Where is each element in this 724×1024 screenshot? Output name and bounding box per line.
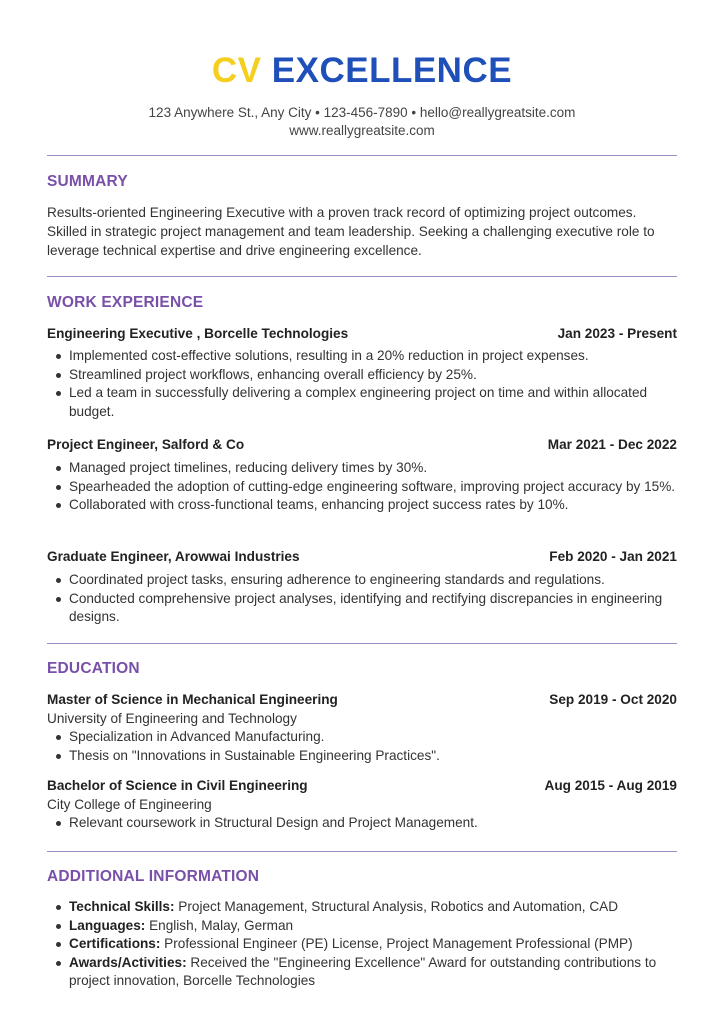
item-label: Certifications: <box>69 936 161 951</box>
divider <box>47 851 677 852</box>
item-label: Technical Skills: <box>69 899 175 914</box>
bullet-item: Relevant coursework in Structural Design and Project Management. <box>47 814 677 833</box>
job-dates: Feb 2020 - Jan 2021 <box>549 549 677 564</box>
job-dates: Mar 2021 - Dec 2022 <box>547 437 677 452</box>
additional-item-certifications <box>47 935 677 954</box>
item-text: English, Malay, German <box>145 917 294 933</box>
job-title: Engineering Executive , Borcelle Technologies <box>47 326 349 341</box>
work-experience-heading: WORK EXPERIENCE <box>47 294 204 311</box>
school-name: University of Engineering and Technology <box>47 711 297 726</box>
bullet-item: Streamlined project workflows, enhancing overall efficiency by 25%. <box>47 366 677 385</box>
degree-title: Bachelor of Science in Civil Engineering <box>47 778 308 793</box>
bullet-item: Thesis on "Innovations in Sustainable Engineering Practices". <box>47 747 677 766</box>
bullet-item: Managed project timelines, reducing delivery times by 30%. <box>47 459 677 478</box>
job-header <box>47 435 677 454</box>
job-bullets <box>47 347 677 421</box>
divider <box>47 155 677 156</box>
divider <box>47 643 677 644</box>
title-cv: CV <box>211 51 262 90</box>
bullet-item: Implemented cost-effective solutions, resulting in a 20% reduction in project expenses. <box>47 347 677 366</box>
contact-line: 123 Anywhere St., Any City • 123-456-7890 • hello@reallygreatsite.com <box>148 105 576 120</box>
summary-heading: SUMMARY <box>47 173 128 190</box>
job-header <box>47 324 677 343</box>
resume-title <box>47 50 677 92</box>
bullet-item: Coordinated project tasks, ensuring adherence to engineering standards and regulations. <box>47 571 677 590</box>
education-dates: Sep 2019 - Oct 2020 <box>549 692 677 707</box>
job-title: Graduate Engineer, Arowwai Industries <box>47 549 300 564</box>
education-header <box>47 690 677 709</box>
education-bullets <box>47 728 677 765</box>
divider <box>47 276 677 277</box>
education-bullets <box>47 814 677 833</box>
job-bullets <box>47 459 677 515</box>
additional-item-languages <box>47 917 677 936</box>
job-bullets <box>47 571 677 627</box>
bullet-item: Led a team in successfully delivering a complex engineering project on time and within allocated budget. <box>47 384 677 421</box>
item-text: Received the "Engineering Excellence" Award for outstanding contributions to project innovation, Borcelle Technologies <box>69 954 657 988</box>
website-line: www.reallygreatsite.com <box>289 123 435 138</box>
additional-item-skills <box>47 898 677 917</box>
bullet-item: Conducted comprehensive project analyses, identifying and rectifying discrepancies in engineering designs. <box>47 590 677 627</box>
summary-text: Results-oriented Engineering Executive with a proven track record of optimizing project outcomes. Skilled in strategic project management and team leadership. Seeking a challenging executive role to leverage technical expertise and drive engineering excellence. <box>47 205 655 258</box>
bullet-item: Specialization in Advanced Manufacturing. <box>47 728 677 747</box>
item-text: Professional Engineer (PE) License, Project Management Professional (PMP) <box>160 936 633 951</box>
title-excellence: EXCELLENCE <box>271 51 513 90</box>
bullet-item: Collaborated with cross-functional teams, enhancing project success rates by 10%. <box>47 496 677 515</box>
school-name: City College of Engineering <box>47 797 212 812</box>
additional-info-list <box>47 898 677 991</box>
item-label: Languages: <box>69 917 146 933</box>
bullet-item: Spearheaded the adoption of cutting-edge engineering software, improving project accuracy by 15%. <box>47 478 677 497</box>
job-dates: Jan 2023 - Present <box>557 326 677 341</box>
additional-item-awards <box>47 954 677 991</box>
education-heading: EDUCATION <box>47 660 140 677</box>
additional-info-heading: ADDITIONAL INFORMATION <box>47 868 260 885</box>
education-header <box>47 776 677 795</box>
item-text: Project Management, Structural Analysis, Robotics and Automation, CAD <box>174 899 619 914</box>
education-dates: Aug 2015 - Aug 2019 <box>544 778 677 793</box>
item-label: Awards/Activities: <box>69 954 187 970</box>
degree-title: Master of Science in Mechanical Engineering <box>47 692 338 707</box>
job-title: Project Engineer, Salford & Co <box>47 437 245 452</box>
job-header <box>47 547 677 566</box>
